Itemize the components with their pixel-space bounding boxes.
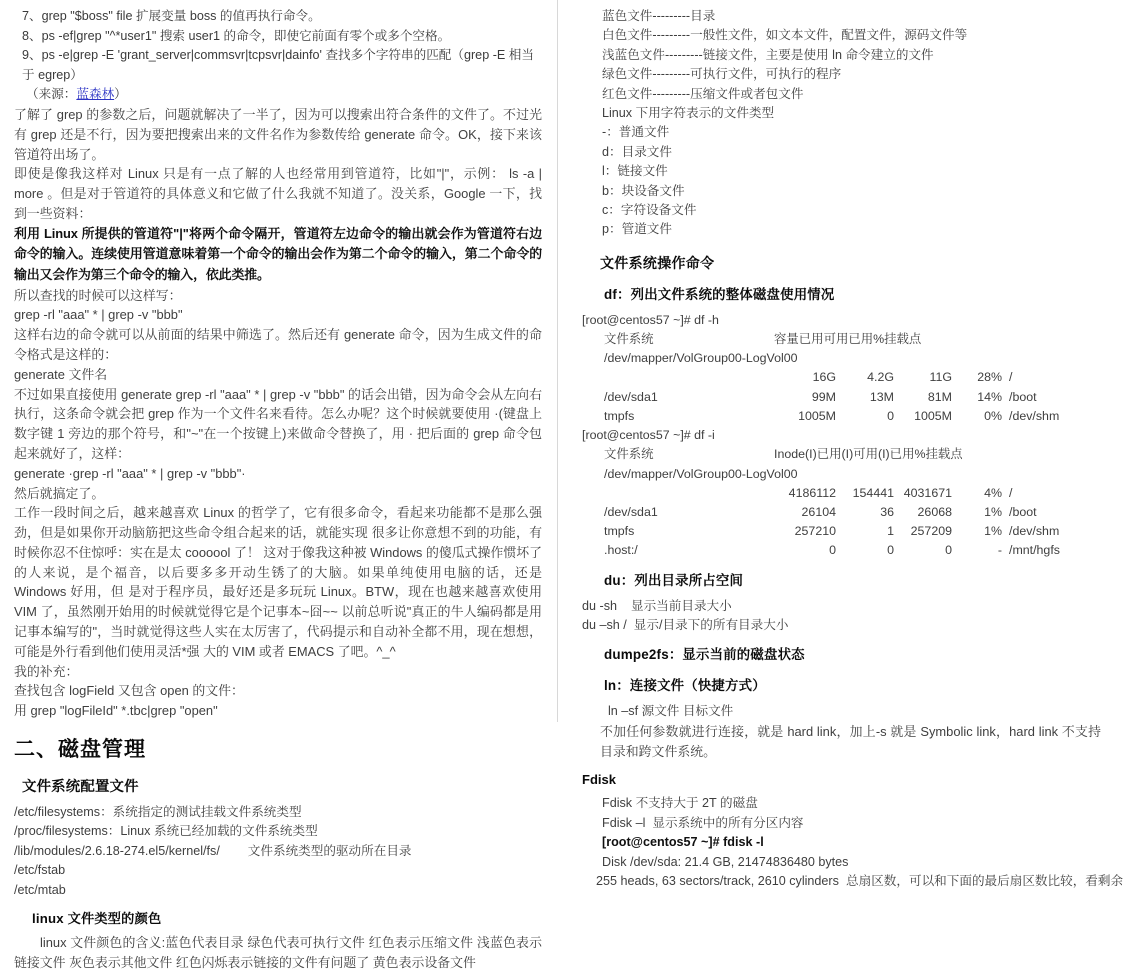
paragraph-pipe-intro: 即使是像我这样对 Linux 只是有一点了解的人也经常用到管道符，比如"|"，示例： ls -a | more 。但是对于管道符的具体意义和它做了什么我就不知道了。没关系，Google 一下，找到一些资料： (14, 166, 542, 221)
grep-list-item: 7、grep "$boss" file 扩展变量 boss 的值再执行命令。 (22, 9, 321, 23)
cell-mountpoint: /boot (1009, 389, 1037, 404)
df-i-row (582, 484, 1101, 503)
cell-iusepct: 1% (984, 504, 1002, 519)
col-header-iusepct: (I)已用% (877, 447, 926, 462)
cell-ifree: 257209 (910, 524, 952, 539)
file-type-line: b：块设备文件 (602, 183, 685, 198)
color-legend-line: 蓝色文件---------目录 (602, 9, 716, 23)
col-header-avail: 可用 (823, 332, 849, 347)
fdisk-output-line: Disk /dev/sda: 21.4 GB, 21474836480 bytes (602, 854, 849, 869)
cell-mountpoint: /dev/shm (1009, 408, 1060, 423)
code-generate-filename: generate 文件名 (14, 366, 108, 382)
cell-usepct: 14% (977, 389, 1002, 404)
fdisk-terminal-prompt: [root@centos57 ~]# fdisk -l (602, 835, 764, 850)
df-i-row (582, 503, 1101, 522)
col-header-size: 容量 (774, 332, 799, 347)
col-header-filesystem: 文件系统 (604, 447, 654, 462)
terminal-prompt: [root@centos57 ~]# df -i (582, 428, 715, 443)
cell-inode: 4186112 (788, 485, 836, 500)
file-type-line: p：管道文件 (602, 222, 672, 237)
cell-used: 0 (887, 408, 894, 423)
cell-ifree: 0 (945, 543, 952, 558)
paragraph-search-howto: 所以查找的时候可以这样写： (14, 287, 182, 303)
cell-iusepct: 1% (984, 524, 1002, 539)
fdisk-output-line: 255 heads, 63 sectors/track, 2610 cylinders (596, 873, 839, 888)
cell-used: 13M (869, 389, 894, 404)
heading-fdisk: Fdisk (582, 772, 616, 788)
source-link[interactable]: 蓝森林 (76, 87, 115, 102)
cell-mountpoint: /mnt/hgfs (1009, 543, 1060, 558)
cell-size: 1005M (798, 408, 836, 423)
df-i-output-block (582, 426, 1101, 560)
terminal-prompt: [root@centos57 ~]# df -h (582, 312, 719, 327)
col-header-mountpoint: 挂载点 (884, 332, 922, 347)
file-type-line: -：普通文件 (602, 125, 670, 140)
cell-iused: 1 (887, 524, 894, 539)
cell-size: 16G (812, 370, 836, 385)
config-file-line: /proc/filesystems：Linux 系统已经加载的文件系统类型 (14, 824, 318, 839)
cell-iusepct: 4% (984, 485, 1002, 500)
cell-mountpoint: / (1009, 485, 1013, 500)
heading-df-command: df：列出文件系统的整体磁盘使用情况 (604, 286, 835, 302)
cell-mountpoint: /boot (1009, 504, 1037, 519)
df-h-volume-name: /dev/mapper/VolGroup00-LogVol00 (604, 351, 798, 366)
cell-filesystem: tmpfs (604, 524, 635, 539)
paragraph-file-color-meaning: linux 文件颜色的含义:蓝色代表目录 绿色代表可执行文件 红色表示压缩文件 浅蓝色表示链接文件 灰色表示其他文件 红色闪烁表示链接的文件有问题了 黄色表示设备文件 (14, 935, 542, 970)
supplement-label: 我的补充： (14, 663, 79, 679)
config-file-line: /etc/fstab (14, 863, 66, 878)
file-type-line: c：字符设备文件 (602, 203, 697, 218)
pipe-definition-quote: 利用 Linux 所提供的管道符"|"将两个命令隔开，管道符左边命令的输出就会作为管道符右边命令的输入。连续使用管道意味着第一个命令的输出会作为第二个命令的输入，第二个命令的输出又会作为第三个命令的输入，依此类推。 (14, 225, 542, 282)
cell-size: 99M (811, 389, 836, 404)
code-generate-backtick: generate ·grep -rl "aaa" * | grep -v "bbb"· (14, 465, 246, 481)
df-h-row (582, 407, 1101, 426)
cell-iused: 154441 (852, 485, 894, 500)
file-type-line: d：目录文件 (602, 144, 672, 159)
cell-avail: 11G (929, 370, 952, 385)
cell-filesystem: tmpfs (604, 408, 635, 423)
paragraph-backtick-explain: 不过如果直接使用 generate grep -rl "aaa" * | grep -v "bbb" 的话会出错，因为命令会从左向右执行，这条命令就会把 grep 作为一个文件名来看待。怎么办呢？这个时候就要使用 ·(键盘上数字键 1 旁边的那个符号，和"~"在一个按键上)来做命令替换了，用 · 把后面的 grep 命令包起来就好了，这样： (14, 386, 542, 461)
left-column (0, 0, 558, 970)
color-legend-line: 绿色文件---------可执行文件，可执行的程序 (602, 67, 842, 82)
color-legend-line: 白色文件---------一般性文件，如文本文件，配置文件，源码文件等 (602, 28, 968, 43)
cell-ifree: 4031671 (903, 485, 952, 500)
col-header-iused: (I)已用 (805, 447, 842, 462)
heading-dumpe2fs-command: dumpe2fs：显示当前的磁盘状态 (604, 647, 805, 663)
cell-filesystem (604, 484, 774, 503)
cell-mountpoint: / (1009, 370, 1013, 385)
cell-filesystem (604, 368, 774, 387)
df-i-row (582, 522, 1101, 541)
heading-du-command: du：列出目录所占空间 (604, 572, 744, 588)
fdisk-output-annotated-row (582, 872, 1123, 891)
heading-ln-command: ln：连接文件（快捷方式） (604, 678, 766, 694)
cell-used: 4.2G (867, 370, 894, 385)
ln-usage-line: ln –sf 源文件 目标文件 (608, 704, 734, 719)
du-usage-line: du –sh / 显示/目录下的所有目录大小 (582, 617, 789, 632)
heading-fs-operation-commands: 文件系统操作命令 (600, 254, 715, 271)
right-column (558, 0, 1123, 888)
col-header-filesystem: 文件系统 (604, 332, 654, 347)
paragraph-generate-intro: 这样右边的命令就可以从前面的结果中筛选了。然后还有 generate 命令，因为生成文件的命令格式是这样的： (14, 327, 542, 362)
file-type-heading: Linux 下用字符表示的文件类型 (602, 106, 775, 121)
source-prefix: （来源： (26, 87, 77, 102)
config-file-line: /lib/modules/2.6.18-274.el5/kernel/fs/ 文件系统类型的驱动所在目录 (14, 843, 412, 858)
du-usage-line: du -sh 显示当前目录大小 (582, 598, 732, 613)
cell-filesystem: /dev/sda1 (604, 504, 658, 519)
paragraph-grep-intro: 了解了 grep 的参数之后，问题就解决了一半了，因为可以搜索出符合条件的文件了。不过光有 grep 还是不行，因为要把搜索出来的文件名作为参数传给 generate 命令。OK，接下来该管道符出场了。 (14, 106, 542, 162)
col-header-used: 已用 (798, 332, 824, 347)
cell-ifree: 26068 (917, 504, 952, 519)
cell-inode: 0 (829, 543, 836, 558)
cell-filesystem: /dev/sda1 (604, 389, 658, 404)
df-h-row (582, 388, 1101, 407)
paragraph-linux-philosophy: 工作一段时间之后，越来越喜欢 Linux 的哲学了，它有很多命令，看起来功能都不是那么强劲，但是如果你开动脑筋把这些命令组合起来的话，就能实现 很多让你意想不到的功能，有时候你忍不住惊呼：实在是太 coooool 了！ 这对于像我这种被 Windows 的傻瓜式操作惯坏了的人来说，是个福音，以后要多多开动生锈了的大脑。如果单纯使用电脑的话，还是 Windows 好用，但 是对于程序员，最好还是多玩玩 Linux。BTW，现在也越来越喜欢使用 VIM 了，虽然刚开始用的时候就觉得它是个记事本~囧~~ 以前总听说"真正的牛人编码都是用记事本编写的"，当时就觉得这些人实在太厉害了，代码提示和自动补全都不用，现在想想，可能是外行看到他们使用灵活*强 大的 VIM 或者 EMACS 了吧。^_^ (14, 505, 542, 659)
df-h-output-block (582, 311, 1101, 426)
df-h-header-row (582, 330, 1101, 349)
subheading-linux-file-colors: linux 文件类型的颜色 (32, 911, 162, 927)
col-header-usepct: 已用% (848, 332, 885, 347)
color-legend-line: 浅蓝色文件---------链接文件，主要是使用 ln 命令建立的文件 (602, 47, 934, 62)
cell-iusepct: - (997, 543, 1002, 558)
config-file-line: /etc/filesystems：系统指定的测试挂载文件系统类型 (14, 805, 302, 820)
supplement-question: 查找包含 logField 又包含 open 的文件： (14, 683, 244, 699)
fdisk-note-line: Fdisk –l 显示系统中的所有分区内容 (602, 815, 804, 830)
file-type-line: l：链接文件 (602, 164, 668, 179)
source-suffix: ） (114, 87, 127, 102)
cell-mountpoint: /dev/shm (1009, 524, 1060, 539)
cell-avail: 81M (927, 389, 952, 404)
cell-iused: 0 (887, 543, 894, 558)
col-header-ifree: (I)可用 (841, 447, 878, 462)
fdisk-annotation: 总扇区数，可以和下面的最后扇区数比较，看剩余 (846, 873, 1123, 888)
grep-list-item: 8、ps -ef|grep "^*user1" 搜索 user1 的命令，即使它前面有零个或多个空格。 (22, 28, 451, 43)
cell-usepct: 28% (977, 370, 1002, 385)
config-file-line: /etc/mtab (14, 882, 66, 897)
df-h-row (582, 368, 1101, 387)
col-header-mountpoint: 挂载点 (925, 447, 963, 462)
section-heading-disk-management: 二、磁盘管理 (14, 738, 146, 762)
cell-filesystem: .host:/ (604, 543, 638, 558)
df-i-header-row (582, 445, 1101, 464)
paragraph-done: 然后就搞定了。 (14, 485, 105, 501)
cell-inode: 26104 (801, 504, 836, 519)
fdisk-note-line: Fdisk 不支持大于 2T 的磁盘 (602, 796, 758, 811)
cell-usepct: 0% (984, 408, 1002, 423)
subheading-fs-config-files: 文件系统配置文件 (22, 779, 139, 796)
cell-iused: 36 (880, 504, 894, 519)
cell-inode: 257210 (794, 524, 836, 539)
cell-avail: 1005M (914, 408, 952, 423)
color-legend-line: 红色文件---------压缩文件或者包文件 (602, 86, 804, 101)
col-header-inode: Inode (774, 447, 806, 462)
df-i-row (582, 541, 1101, 560)
ln-description: 不加任何参数就进行连接，就是 hard link，加上-s 就是 Symbolic link，hard link 不支持目录和跨文件系统。 (600, 723, 1101, 759)
code-grep-pipe: grep -rl "aaa" * | grep -v "bbb" (14, 307, 183, 323)
df-i-volume-name: /dev/mapper/VolGroup00-LogVol00 (604, 466, 798, 481)
grep-list-item: 9、ps -e|grep -E 'grant_server|commsvr|tcpsvr|dainfo' 查找多个字符串的匹配（grep -E 相当于 egrep） (22, 48, 534, 82)
supplement-command: 用 grep "logFileId" *.tbc|grep "open" (14, 703, 218, 719)
source-attribution (14, 85, 542, 105)
